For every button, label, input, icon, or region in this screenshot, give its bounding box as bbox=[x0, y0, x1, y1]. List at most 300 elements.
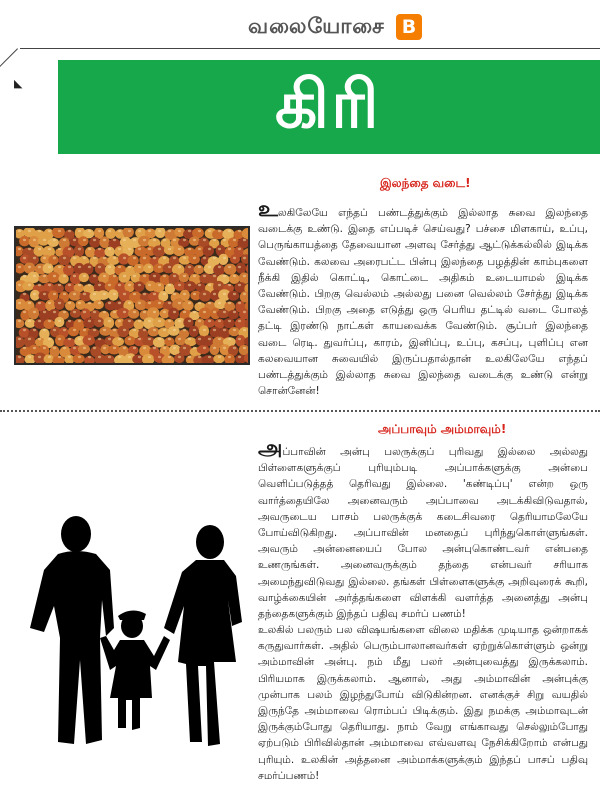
fruit-highlight bbox=[223, 311, 226, 313]
fruit-highlight bbox=[218, 230, 221, 232]
fruit-highlight bbox=[173, 329, 176, 331]
fruit-highlight bbox=[238, 320, 241, 322]
fruit-highlight bbox=[28, 302, 31, 304]
fruit-highlight bbox=[18, 230, 21, 232]
fruit-highlight bbox=[218, 266, 221, 268]
fruit-highlight bbox=[48, 230, 51, 232]
fruit-highlight bbox=[178, 284, 181, 286]
section2-title: அப்பாவும் அம்மாவும்! bbox=[378, 422, 507, 436]
fruit bbox=[108, 289, 119, 300]
fruit bbox=[155, 227, 166, 238]
blogger-icon: B bbox=[396, 14, 422, 40]
fruit bbox=[123, 227, 134, 238]
fruit-highlight bbox=[198, 302, 201, 304]
fruit-highlight bbox=[38, 248, 41, 250]
fruit bbox=[94, 317, 104, 327]
fruit-highlight bbox=[243, 347, 246, 349]
fruit-highlight bbox=[218, 338, 221, 340]
fruit-highlight bbox=[108, 266, 111, 268]
fruit bbox=[199, 290, 211, 301]
fruit-highlight bbox=[173, 239, 176, 241]
fruit bbox=[124, 336, 135, 346]
fruit-highlight bbox=[248, 320, 250, 322]
fruit bbox=[158, 327, 170, 337]
fruit-highlight bbox=[183, 329, 186, 331]
fruit-highlight bbox=[33, 329, 36, 331]
fruit-highlight bbox=[213, 347, 216, 349]
fruit-highlight bbox=[138, 356, 141, 358]
fruit-highlight bbox=[113, 329, 116, 331]
fruit-highlight bbox=[213, 329, 216, 331]
fruit-highlight bbox=[18, 338, 21, 340]
fruit-highlight bbox=[48, 356, 51, 358]
fruit bbox=[142, 354, 154, 365]
fruit-highlight bbox=[98, 356, 101, 358]
fruit-highlight bbox=[123, 347, 126, 349]
fruit-highlight bbox=[163, 275, 166, 277]
fruit-highlight bbox=[193, 329, 196, 331]
fruit-highlight bbox=[123, 293, 126, 295]
fruit-highlight bbox=[18, 356, 21, 358]
header-rule bbox=[20, 48, 600, 49]
fruit-highlight bbox=[43, 329, 46, 331]
fruit-highlight bbox=[168, 230, 171, 232]
fruit-highlight bbox=[118, 320, 121, 322]
fruit-highlight bbox=[213, 275, 216, 277]
fruit-highlight bbox=[73, 311, 76, 313]
fruit-highlight bbox=[213, 311, 216, 313]
fruit-highlight bbox=[103, 347, 106, 349]
fruit-highlight bbox=[228, 284, 231, 286]
fruit-highlight bbox=[198, 248, 201, 250]
fruit-highlight bbox=[38, 356, 41, 358]
fruit-highlight bbox=[163, 239, 166, 241]
fruit-highlight bbox=[143, 347, 146, 349]
fruit bbox=[153, 245, 166, 256]
fruit-highlight bbox=[123, 257, 126, 259]
fruit-highlight bbox=[88, 266, 91, 268]
fruit-highlight bbox=[193, 311, 196, 313]
fruit-highlight bbox=[103, 275, 106, 277]
fruit-highlight bbox=[178, 266, 181, 268]
fruit-highlight bbox=[48, 284, 51, 286]
section2-body2: உலகில் பலரும் பல விஷயங்களை விலை மதிக்க முடியாத ஒன்றாகக் கருதுவார்கள். அதில் பெரும்பாலானவர்கள் ஏற்றுக்கொள்ளும் ஒன்று அம்மாவின் அன்பு. நம் மீது பலர் அன்புவைத்து இருக்கலாம். பிரியமாக இருக்கலாம். ஆனால், அது அம்மாவின் அன்புக்கு முன்பாக பலம் இழந்துபோய் விடுகின்றன. எனக்குச் சிறு வயதில் இருந்தே அம்மாவை ரொம்பப் பிடிக்கும். இது நமக்கு அம்மாவுடன் இருக்கும்போது தெரியாது. நாம் வேறு எங்காவது செல்லும்போது ஏற்படும் பிரிவில்தான் அம்மாவை எவ்வளவு நேசிக்கிறோம் என்பது புரியும். உலகின் அத்தனை அம்மாக்களுக்கும் இந்தப் பாசப் பதிவு சமர்ப்பணம்! bbox=[258, 624, 588, 782]
fruit-highlight bbox=[118, 248, 121, 250]
fruit bbox=[130, 272, 141, 283]
fruit-highlight bbox=[118, 338, 121, 340]
fruit-highlight bbox=[243, 257, 246, 259]
fruit-highlight bbox=[223, 347, 226, 349]
fruit-highlight bbox=[73, 329, 76, 331]
fruit-highlight bbox=[98, 284, 101, 286]
fruit-highlight bbox=[108, 320, 111, 322]
fruit-highlight bbox=[58, 284, 61, 286]
fruit-highlight bbox=[53, 275, 56, 277]
fruit-highlight bbox=[18, 248, 21, 250]
fruit-highlight bbox=[203, 293, 206, 295]
fruit-highlight bbox=[233, 347, 236, 349]
fruit bbox=[148, 327, 159, 336]
fruit-highlight bbox=[38, 284, 41, 286]
fruit-highlight bbox=[93, 329, 96, 331]
fruit-highlight bbox=[33, 275, 36, 277]
fruit-highlight bbox=[28, 356, 31, 358]
fruit-highlight bbox=[178, 248, 181, 250]
fruit-highlight bbox=[198, 230, 201, 232]
fruit bbox=[210, 327, 221, 338]
fruit-highlight bbox=[93, 347, 96, 349]
fruit-highlight bbox=[188, 230, 191, 232]
fruit bbox=[189, 326, 199, 337]
fruit-highlight bbox=[48, 320, 51, 322]
fruit-highlight bbox=[103, 257, 106, 259]
fruit-highlight bbox=[83, 293, 86, 295]
fruit-highlight bbox=[73, 293, 76, 295]
fruit-highlight bbox=[198, 338, 201, 340]
fruit-highlight bbox=[233, 239, 236, 241]
fruit bbox=[97, 290, 110, 300]
fruit-highlight bbox=[173, 347, 176, 349]
fruit-highlight bbox=[233, 275, 236, 277]
fruit-highlight bbox=[218, 248, 221, 250]
fruit-highlight bbox=[78, 248, 81, 250]
fruit-highlight bbox=[233, 311, 236, 313]
fruit-highlight bbox=[238, 266, 241, 268]
fruit-highlight bbox=[243, 293, 246, 295]
fruit-highlight bbox=[243, 239, 246, 241]
fruit-highlight bbox=[238, 230, 241, 232]
fruit-highlight bbox=[73, 275, 76, 277]
fruit bbox=[99, 236, 109, 248]
fruit-highlight bbox=[153, 293, 156, 295]
fruit-highlight bbox=[213, 239, 216, 241]
fruit-highlight bbox=[98, 230, 101, 232]
fruit-highlight bbox=[138, 302, 141, 304]
author-banner bbox=[58, 60, 600, 154]
fruit bbox=[78, 344, 90, 354]
fruit-highlight bbox=[18, 302, 21, 304]
fruit-highlight bbox=[123, 329, 126, 331]
fruit-highlight bbox=[183, 347, 186, 349]
fruit-highlight bbox=[118, 266, 121, 268]
fruit-highlight bbox=[143, 275, 146, 277]
fruit-highlight bbox=[68, 338, 71, 340]
fruit-highlight bbox=[158, 230, 161, 232]
fruit-highlight bbox=[138, 248, 141, 250]
fruit-highlight bbox=[33, 311, 36, 313]
section1-title: இலந்தை வடை! bbox=[380, 176, 471, 190]
fruit bbox=[209, 344, 219, 355]
fruit-highlight bbox=[113, 275, 116, 277]
fruit-highlight bbox=[63, 293, 66, 295]
section-separator bbox=[0, 410, 600, 412]
fruit-highlight bbox=[153, 347, 156, 349]
fruit bbox=[107, 256, 119, 265]
fruit-highlight bbox=[113, 347, 116, 349]
fruit-highlight bbox=[33, 239, 36, 241]
fruit-highlight bbox=[148, 302, 151, 304]
fruit-highlight bbox=[208, 320, 211, 322]
fruit bbox=[218, 254, 228, 265]
fruit-highlight bbox=[153, 257, 156, 259]
fruit-highlight bbox=[213, 293, 216, 295]
fruit-highlight bbox=[128, 266, 131, 268]
fruit-highlight bbox=[228, 302, 231, 304]
fruit-highlight bbox=[248, 302, 250, 304]
fruit-highlight bbox=[148, 248, 151, 250]
fruit-highlight bbox=[143, 239, 146, 241]
fruit-highlight bbox=[83, 311, 86, 313]
fruit-highlight bbox=[183, 257, 186, 259]
fruit-highlight bbox=[118, 302, 121, 304]
fruit-highlight bbox=[143, 329, 146, 331]
fruit-highlight bbox=[188, 266, 191, 268]
fruit-highlight bbox=[188, 302, 191, 304]
fruit-highlight bbox=[188, 356, 191, 358]
fruit bbox=[73, 354, 85, 363]
fruit-highlight bbox=[78, 356, 81, 358]
fruit-highlight bbox=[78, 266, 81, 268]
fruit-highlight bbox=[28, 266, 31, 268]
fruit bbox=[182, 300, 193, 311]
fruit-highlight bbox=[153, 239, 156, 241]
fruit bbox=[28, 307, 39, 319]
fruit-highlight bbox=[93, 239, 96, 241]
fruit-highlight bbox=[198, 266, 201, 268]
fruit-highlight bbox=[68, 248, 71, 250]
fruit-highlight bbox=[103, 239, 106, 241]
fruit-highlight bbox=[43, 347, 46, 349]
fruit-highlight bbox=[138, 230, 141, 232]
fruit-highlight bbox=[128, 338, 131, 340]
fruit-highlight bbox=[153, 311, 156, 313]
fruit-highlight bbox=[113, 293, 116, 295]
fruit bbox=[128, 309, 139, 319]
section2-text1: ப்பாவின் அன்பு பலருக்குப் புரிவது இல்லை அல்லது பிள்ளைகளுக்குப் புரியும்படி அப்பாக்களுக்கு அன்பை வெளிப்படுத்தத் தெரிவது இல்லை. 'கண்டிப்பு' என்ற ஒரு வார்த்தையிலே அனைவரும் அப்பாவை அடக்கிவிடுவதால், அவருடைய பாசம் பலருக்குக் கடைசிவரை தெரியாமலேயே போய்விடுகிறது. அப்பாவின் மனதைப் புரிந்துகொள்ளுங்கள். அவரும் அன்னையைப் போல அன்புகொண்டவர் என்பதை உணருங்கள். அனைவருக்கும் தந்தை என்பவர் சரியாக அமைந்துவிடுவது இல்லை. தங்கள் பிள்ளைகளுக்கு அறிவுரைக் கூறி, வாழ்க்கையின் அர்த்தங்களை விளக்கி வளர்த்த அனைத்து அன்பு தந்தைகளுக்கும் இந்தப் பதிவு சமர்ப் பணம்! bbox=[258, 446, 588, 621]
corner-arrow-icon: ◣ bbox=[14, 77, 23, 90]
fruit-highlight bbox=[183, 275, 186, 277]
fruit bbox=[224, 264, 237, 275]
fruit-highlight bbox=[183, 293, 186, 295]
fruit-highlight bbox=[193, 239, 196, 241]
fruit-highlight bbox=[58, 266, 61, 268]
section1-dropcap: உ bbox=[258, 197, 278, 222]
fruit-highlight bbox=[218, 356, 221, 358]
fruit-highlight bbox=[203, 257, 206, 259]
fruit-highlight bbox=[58, 320, 61, 322]
fruit-highlight bbox=[128, 302, 131, 304]
fruit-highlight bbox=[103, 311, 106, 313]
fruit bbox=[68, 327, 79, 337]
fruit-highlight bbox=[43, 257, 46, 259]
fruit bbox=[93, 300, 104, 309]
fruit-highlight bbox=[88, 230, 91, 232]
fruit-highlight bbox=[43, 239, 46, 241]
fruit-highlight bbox=[38, 320, 41, 322]
fruit-highlight bbox=[118, 356, 121, 358]
fruit-highlight bbox=[233, 257, 236, 259]
fruit bbox=[112, 337, 124, 346]
fruit bbox=[134, 264, 145, 274]
fruit-highlight bbox=[173, 257, 176, 259]
fruit-highlight bbox=[78, 320, 81, 322]
fruit-highlight bbox=[58, 302, 61, 304]
fruit bbox=[223, 318, 235, 328]
fruit-highlight bbox=[108, 230, 111, 232]
fruit-highlight bbox=[83, 347, 86, 349]
fruit-highlight bbox=[248, 248, 250, 250]
fruit-highlight bbox=[123, 311, 126, 313]
fruit-highlight bbox=[98, 320, 101, 322]
fruit-highlight bbox=[123, 239, 126, 241]
fruit-highlight bbox=[168, 338, 171, 340]
fruit-highlight bbox=[33, 293, 36, 295]
fruit-highlight bbox=[208, 266, 211, 268]
fruit-highlight bbox=[228, 248, 231, 250]
fruit-highlight bbox=[228, 320, 231, 322]
fruit-highlight bbox=[198, 284, 201, 286]
section2-body1 bbox=[258, 436, 588, 622]
fruit-highlight bbox=[83, 329, 86, 331]
fruit-highlight bbox=[178, 302, 181, 304]
fruit-highlight bbox=[53, 347, 56, 349]
fruit-highlight bbox=[168, 320, 171, 322]
fruit-highlight bbox=[108, 284, 111, 286]
fruit-highlight bbox=[73, 257, 76, 259]
fruit-highlight bbox=[18, 320, 21, 322]
fruit-highlight bbox=[233, 329, 236, 331]
fruit-highlight bbox=[168, 248, 171, 250]
fruit bbox=[168, 308, 179, 320]
fruit-highlight bbox=[238, 302, 241, 304]
fruit-highlight bbox=[73, 347, 76, 349]
fruit-highlight bbox=[128, 230, 131, 232]
fruit-highlight bbox=[223, 239, 226, 241]
fruit-highlight bbox=[53, 239, 56, 241]
fruit bbox=[203, 245, 214, 256]
fruit bbox=[70, 309, 81, 318]
fruit-highlight bbox=[113, 311, 116, 313]
fruit-highlight bbox=[168, 302, 171, 304]
fruit-highlight bbox=[188, 248, 191, 250]
fruit-highlight bbox=[163, 311, 166, 313]
fruit bbox=[83, 335, 95, 346]
fruit-highlight bbox=[178, 356, 181, 358]
fruit-highlight bbox=[238, 338, 241, 340]
fruit-highlight bbox=[133, 311, 136, 313]
fruit-highlight bbox=[68, 230, 71, 232]
fruit-highlight bbox=[128, 320, 131, 322]
fruit-highlight bbox=[58, 338, 61, 340]
fruit-highlight bbox=[223, 329, 226, 331]
fruit-highlight bbox=[88, 320, 91, 322]
fruit bbox=[217, 309, 230, 318]
fruit bbox=[14, 263, 25, 273]
fruit-highlight bbox=[208, 248, 211, 250]
fruit bbox=[188, 254, 200, 264]
fruit-highlight bbox=[158, 302, 161, 304]
fruit-highlight bbox=[203, 311, 206, 313]
fruit bbox=[153, 317, 166, 327]
fruit bbox=[239, 345, 250, 355]
fruit-highlight bbox=[28, 320, 31, 322]
fruit-highlight bbox=[23, 293, 26, 295]
fruit bbox=[76, 300, 86, 310]
fruit-highlight bbox=[163, 329, 166, 331]
family-silhouette bbox=[14, 510, 244, 750]
fruit-highlight bbox=[233, 293, 236, 295]
fruit-highlight bbox=[43, 275, 46, 277]
fruit-highlight bbox=[78, 338, 81, 340]
fruit-highlight bbox=[58, 356, 61, 358]
fruit-highlight bbox=[133, 257, 136, 259]
fruit-highlight bbox=[203, 329, 206, 331]
fruit-highlight bbox=[103, 293, 106, 295]
fruit-highlight bbox=[218, 284, 221, 286]
fruit-highlight bbox=[128, 284, 131, 286]
fruit-highlight bbox=[63, 239, 66, 241]
fruit-highlight bbox=[48, 302, 51, 304]
fruit-highlight bbox=[128, 356, 131, 358]
fruit-highlight bbox=[138, 338, 141, 340]
fruit-highlight bbox=[88, 248, 91, 250]
fruit-highlight bbox=[133, 239, 136, 241]
fruit-highlight bbox=[238, 284, 241, 286]
section1-body bbox=[258, 197, 588, 399]
author-name: கிரி bbox=[275, 66, 381, 143]
fruit bbox=[69, 291, 82, 301]
fruit-highlight bbox=[23, 239, 26, 241]
fruit-highlight bbox=[173, 293, 176, 295]
header-rule-diagonal bbox=[0, 48, 18, 77]
fruit bbox=[79, 273, 89, 283]
fruit-highlight bbox=[108, 302, 111, 304]
fruit bbox=[174, 353, 184, 363]
fruit-highlight bbox=[188, 338, 191, 340]
fruit-highlight bbox=[23, 329, 26, 331]
fruit bbox=[47, 272, 59, 283]
fruit-highlight bbox=[158, 338, 161, 340]
fruit-highlight bbox=[108, 356, 111, 358]
fruit bbox=[169, 344, 180, 355]
fruit-highlight bbox=[108, 338, 111, 340]
fruit bbox=[78, 236, 89, 246]
fruit bbox=[117, 308, 130, 319]
fruit-highlight bbox=[63, 347, 66, 349]
fruit-highlight bbox=[158, 356, 161, 358]
section1-text: லகிலேயே எந்தப் பண்டத்துக்கும் இல்லாத சுவை இலந்தை வடைக்கு உண்டு. இதை எப்படிச் செய்வது? பச்சை மிளகாய், உப்பு, பெருங்காயத்தை தேவையான அளவு சேர்த்து ஆட்டுக்கல்லில் இடிக்க வேண்டும். கலவை அரைபட்ட பின்பு இலந்தை பழத்தின் காம்புகளை நீக்கி இதில் கொட்டி, கொட்டை அதிகம் உடையாமல் இடிக்க வேண்டும். பிறகு வெல்லம் அல்லது பனை வெல்லம் சேர்த்து இடிக்க வேண்டும். பிறகு அதை எடுத்து ஒரு பெரிய தட்டில் வடை போலத் தட்டி இரண்டு நாட்கள் காயவைக்க வேண்டும். சூப்பர் இலந்தை வடை ரெடி. துவர்ப்பு, காரம், இனிப்பு, உப்பு, கசப்பு, புளிப்பு என கலவையான சுவையில் இருப்பதால்தான் உலகிலேயே எந்தப் பண்டத்துக்கும் இல்லாத சுவை இலந்தை வடைக்கு உண்டு என்று சொன்னேன்! bbox=[258, 207, 588, 398]
fruit-highlight bbox=[223, 293, 226, 295]
fruit-highlight bbox=[88, 284, 91, 286]
fruit-highlight bbox=[38, 266, 41, 268]
fruit-highlight bbox=[138, 266, 141, 268]
fruit-highlight bbox=[88, 356, 91, 358]
fruit bbox=[52, 226, 65, 238]
fruit bbox=[143, 264, 154, 274]
fruit-highlight bbox=[118, 284, 121, 286]
fruit-highlight bbox=[178, 320, 181, 322]
fruit-highlight bbox=[243, 275, 246, 277]
fruit-highlight bbox=[248, 266, 250, 268]
fruit bbox=[74, 245, 84, 257]
fruit-highlight bbox=[48, 266, 51, 268]
fruit-highlight bbox=[248, 356, 250, 358]
fruit-highlight bbox=[28, 248, 31, 250]
fruit-highlight bbox=[53, 311, 56, 313]
fruit-highlight bbox=[178, 230, 181, 232]
fruit bbox=[27, 272, 40, 283]
fruit-highlight bbox=[33, 347, 36, 349]
